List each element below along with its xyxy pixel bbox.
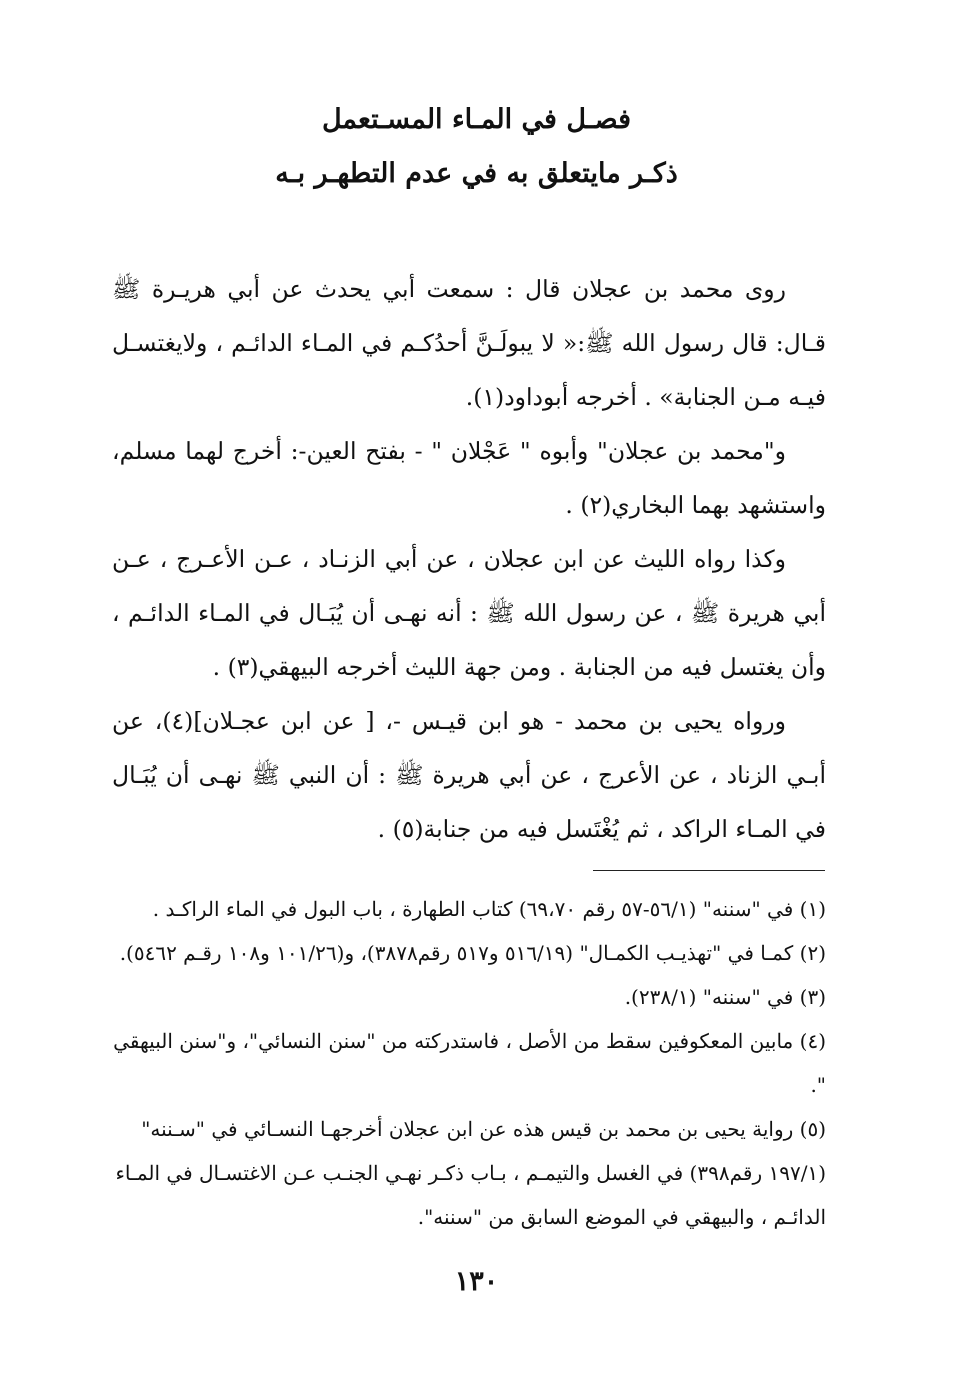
footnote: (٥) رواية يحيى بن محمد بن قيس هذه عن ابن عجلان أخرجهـا النسـائي في "سـننه" (١٩٧/١ رقم٣٩٨) في الغسل والتيمـم ، بـاب ذكـر نهـي الجنـب عـن الاغتسـال في المـاء الدائـم ، والبيهقي في الموضع السابق من "سننه".	[115, 1117, 826, 1229]
page-number: ١٣٠	[454, 1266, 499, 1297]
footnotes	[112, 887, 826, 1239]
footnote: (٤) مابين المعكوفين سقط من الأصل ، فاستدركته من "سنن النسائي"، و"سنن البيهقي ".	[113, 1029, 826, 1097]
chapter-title: فصـل في المـاء المسـتعمل	[321, 104, 632, 135]
footnote: (٣) في "سننه" (٢٣٨/١).	[624, 985, 826, 1009]
paragraph: روى محمد بن عجلان قال : سمعت أبي يحدث عن أبي هريـرة ﷺ قـال: قال رسول الله ﷺ:« لا يبولَـنَّ أحدُكـم في المـاء الدائـم ، ولايغتسـل فيـه مـن الجنابة» . أخرجه أبوداود(١).	[112, 275, 826, 411]
paragraph: وكذا رواه الليث عن ابن عجلان ، عن أبي الزنـاد ، عـن الأعـرج ، عـن أبي هريرة ﷺ ، عن رسول الله ﷺ : أنه نهـى أن يُبَـال في المـاء الدائـم ، وأن يغتسل فيه من الجنابة . ومن جهة الليث أخرجه البيهقي(٣) .	[112, 545, 826, 681]
section-subtitle: ذكـر مايتعلق به في عدم التطهـر بـه	[275, 158, 678, 189]
paragraph: و"محمد بن عجلان" وأبوه " عَجْلان " - بفتح العين-: أخرج لهما مسلم، واستشهد بهما البخاري(٢) .	[112, 437, 826, 519]
footnote: (٢) كمـا في "تهذيـب الكمـال" (٥١٦/١٩ و٥١٧ رقم٣٨٧٨)، و(١٠١/٢٦ و١٠٨ رقـم ٥٤٦٢).	[119, 941, 826, 965]
paragraph: ورواه يحيى بن محمد - هو ابن قيـس -، [ عن ابن عجـلان](٤)، عن أبـي الزناد ، عن الأعرج ، عن أبي هريرة ﷺ : أن النبي ﷺ نهـى أن يُبَـال في المـاء الراكد ، ثم يُغْتَسل فيه من جنابة(٥) .	[112, 707, 826, 843]
footnote-divider	[593, 870, 825, 871]
main-text	[112, 262, 826, 856]
footnote: (١) في "سننه" (٥٦/١-٥٧ رقم ٦٩،٧٠) كتاب الطهارة ، باب البول في الماء الراكـد .	[152, 897, 826, 921]
